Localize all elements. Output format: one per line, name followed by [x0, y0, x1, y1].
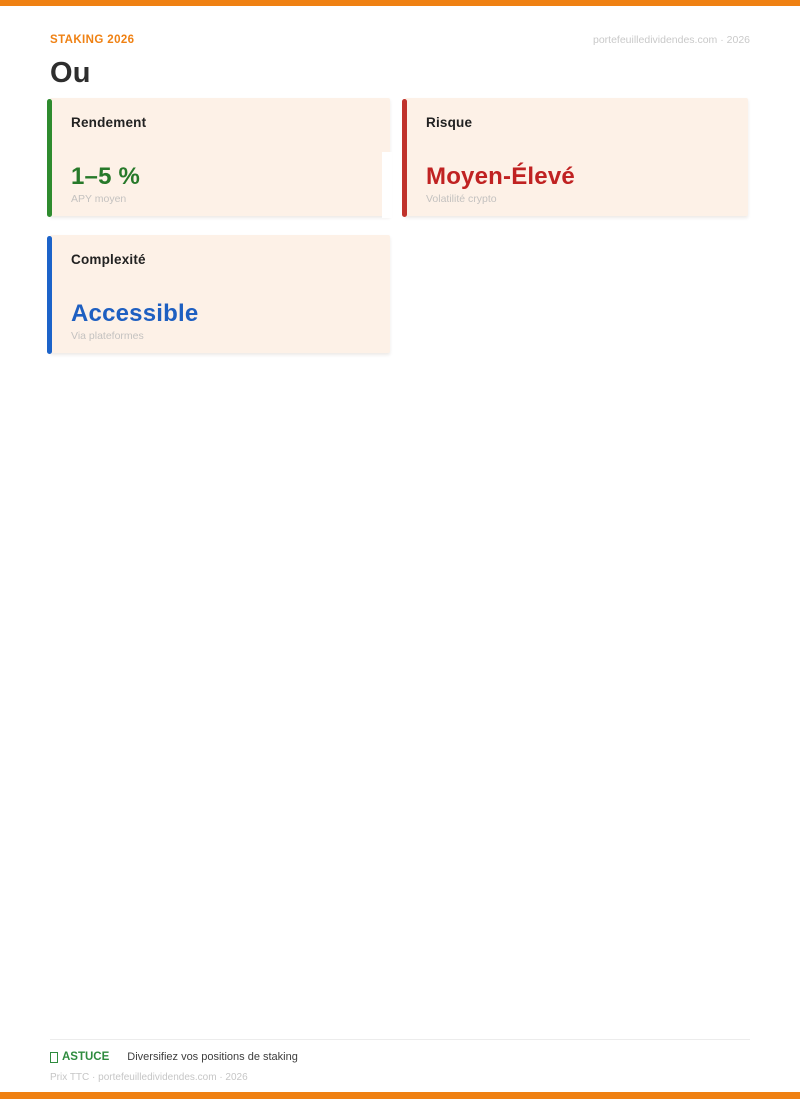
tip-label: ASTUCE — [62, 1051, 110, 1063]
page-title: Ou — [50, 57, 91, 89]
stat-card-rendement — [50, 98, 390, 216]
card-notch — [382, 152, 392, 218]
stat-card-complexite — [50, 235, 390, 353]
brand-eyebrow: STAKING 2026 — [50, 34, 135, 46]
footer — [50, 1039, 750, 1083]
card-label: Complexité — [71, 252, 146, 267]
top-accent-bar — [0, 0, 800, 6]
header-row — [50, 34, 750, 46]
card-subtitle: APY moyen — [71, 193, 127, 205]
accent-bar — [402, 99, 407, 217]
card-subtitle: Via plateformes — [71, 330, 144, 342]
card-value: 1–5 % — [71, 163, 141, 190]
card-value: Accessible — [71, 300, 199, 327]
stat-card-risque — [405, 98, 748, 216]
accent-bar — [47, 99, 52, 217]
tip-text: Diversifiez vos positions de staking — [127, 1051, 298, 1063]
tip-row — [50, 1051, 750, 1063]
tip-box-icon — [50, 1052, 58, 1063]
footer-meta: Prix TTC · portefeuilledividendes.com · 2026 — [50, 1072, 248, 1083]
card-subtitle: Volatilité crypto — [426, 193, 497, 205]
source-label: portefeuilledividendes.com · 2026 — [592, 34, 750, 46]
stat-cards-grid — [50, 98, 750, 353]
bottom-accent-bar — [0, 1092, 800, 1099]
tip-badge — [50, 1051, 109, 1063]
card-value: Moyen-Élevé — [426, 163, 575, 190]
card-label: Risque — [426, 115, 473, 130]
card-label: Rendement — [71, 115, 147, 130]
page-content — [0, 0, 800, 353]
accent-bar — [47, 236, 52, 354]
